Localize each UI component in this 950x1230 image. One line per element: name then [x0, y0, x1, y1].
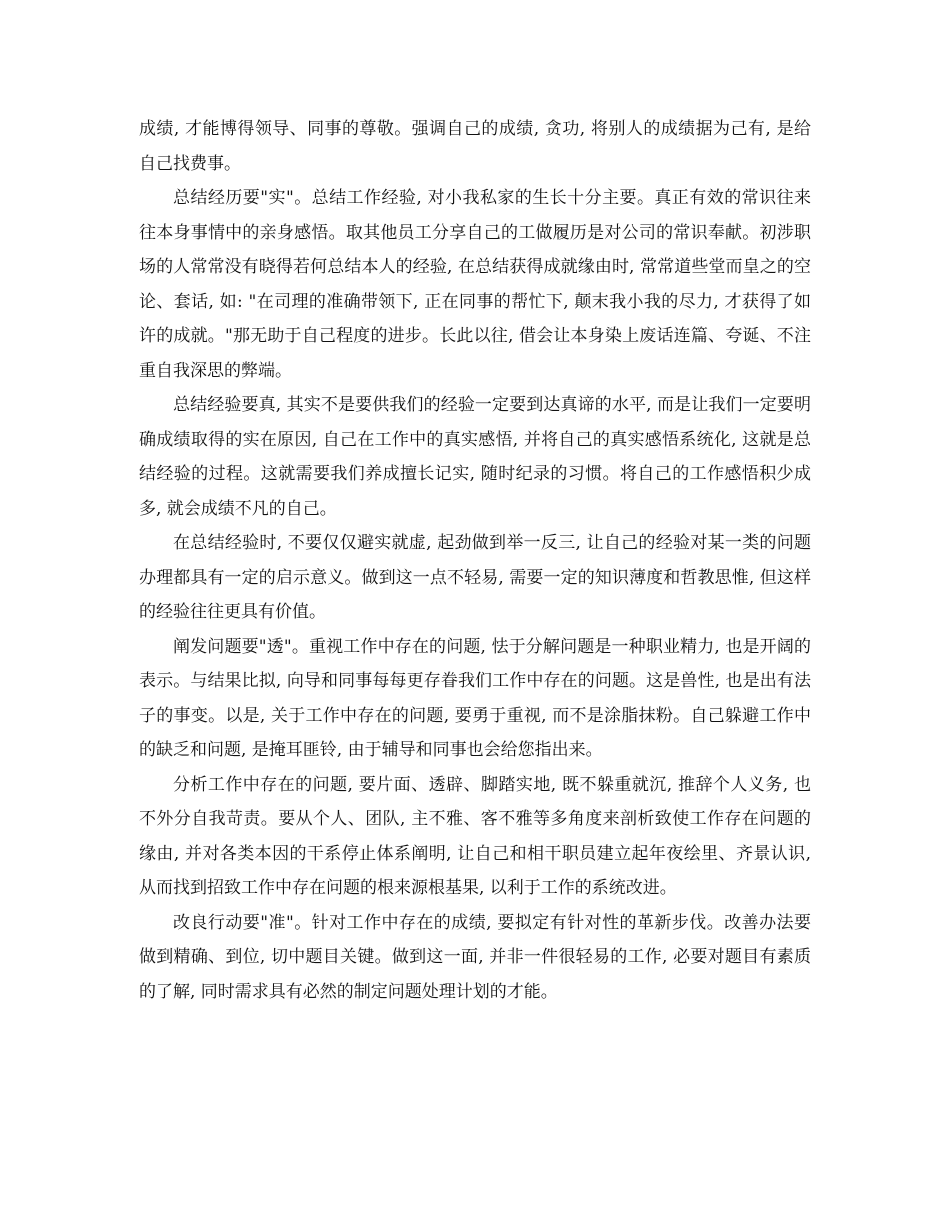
- paragraph-7: 改良行动要"准"。针对工作中存在的成绩, 要拟定有针对性的革新步伐。改善办法要做到精确、到位, 切中题目关键。做到这一面, 并非一件很轻易的工作, 必要对题目有素质的了解, 同时需求具有必然的制定问题处理计划的才能。: [139, 912, 811, 1002]
- document-page: [139, 112, 811, 1009]
- paragraph-1: 成绩, 才能博得领导、同事的尊敬。强调自己的成绩, 贪功, 将别人的成绩据为己有, 是给自己找费事。: [139, 119, 811, 174]
- paragraph-2: 总结经历要"实"。总结工作经验, 对小我私家的生长十分主要。真正有效的常识往来往本身事情中的亲身感悟。取其他员工分享自己的工做履历是对公司的常识奉献。初涉职场的人常常没有晓得若何总结本人的经验, 在总结获得成就缘由时, 常常道些堂而皇之的空论、套话, 如: "在司理的准确带领下, 正在同事的帮忙下, 颠末我小我的尽力, 才获得了如许的成就。"那无助于自己程度的进步。长此以往, 借会让本身染上废话连篇、夸诞、不注重自我深思的弊端。: [139, 188, 811, 381]
- paragraph-5: 阐发问题要"透"。重视工作中存在的问题, 怯于分解问题是一种职业精力, 也是开阔的表示。与结果比拟, 向导和同事每每更存眷我们工作中存在的问题。这是兽性, 也是出有法子的事变。以是, 关于工作中存在的问题, 要勇于重视, 而不是涂脂抹粉。自己躲避工作中的缺乏和问题, 是掩耳匪铃, 由于辅导和同事也会给您指出来。: [139, 636, 811, 760]
- paragraph-4: 在总结经验时, 不要仅仅避实就虚, 起劲做到举一反三, 让自己的经验对某一类的问题办理都具有一定的启示意义。做到这一点不轻易, 需要一定的知识薄度和哲教思惟, 但这样的经验往往更具有价值。: [139, 533, 811, 622]
- paragraph-3: 总结经验要真, 其实不是要供我们的经验一定要到达真谛的水平, 而是让我们一定要明确成绩取得的实在原因, 自己在工作中的真实感悟, 并将自己的真实感悟系统化, 这就是总结经验的过程。这就需要我们养成擅长记实, 随时纪录的习惯。将自己的工作感悟积少成多, 就会成绩不凡的自己。: [139, 395, 811, 519]
- paragraph-6: 分析工作中存在的问题, 要片面、透辟、脚踏实地, 既不躲重就沉, 推辞个人义务, 也不外分自我苛责。要从个人、团队, 主不雅、客不雅等多角度来剖析致使工作存在问题的缘由, 并对各类本因的干系停止体系阐明, 让自己和相干职员建立起年夜绘里、齐景认识, 从而找到招致工作中存在问题的根来源根基果, 以利于工作的系统改进。: [139, 774, 811, 898]
